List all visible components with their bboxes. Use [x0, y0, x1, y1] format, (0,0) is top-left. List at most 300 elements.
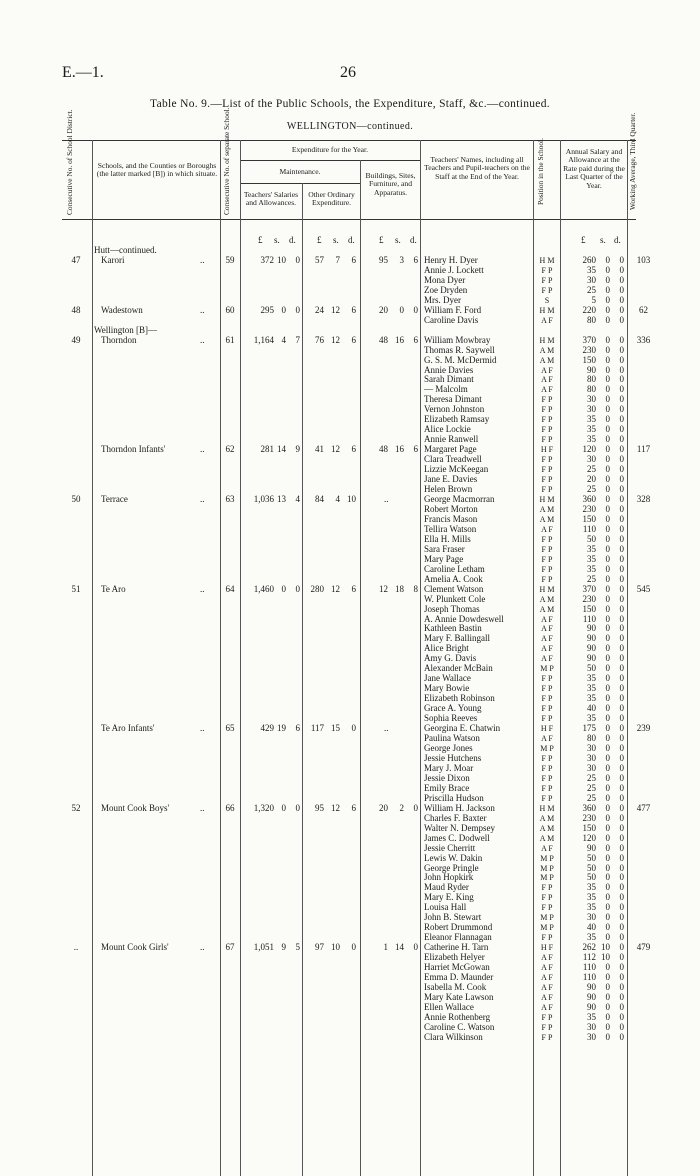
teacher-position: F P [541, 455, 553, 465]
buildings-shillings: 16 [395, 334, 404, 345]
salary-pounds: 50 [587, 862, 596, 873]
salary-pounds: 30 [587, 404, 596, 415]
teacher-name: Grace A. Young [424, 703, 482, 714]
salary-shillings: 0 [605, 892, 610, 903]
salary-shillings: 0 [605, 454, 610, 465]
teacher-position: F P [541, 674, 553, 684]
teacher-position: A M [539, 813, 555, 823]
salary-pence: 0 [619, 344, 624, 355]
teacher-position: F P [541, 544, 553, 554]
teacher-position: F P [541, 783, 553, 793]
salary-pence: 0 [619, 932, 624, 943]
salary-shillings: 0 [605, 683, 610, 694]
school-number: 61 [225, 334, 235, 345]
salary-shillings: 0 [605, 713, 610, 724]
working-average: 328 [636, 494, 651, 504]
salary-pence: 0 [619, 772, 624, 783]
teacher-name: Walter N. Dempsey [424, 822, 496, 833]
teacher-position: F P [541, 435, 553, 445]
teacher-name: Mary Kate Lawson [424, 992, 494, 1002]
salary-pence: 0 [619, 653, 624, 664]
teacher-name: George Macmorran [424, 494, 495, 504]
teacher-name: Robert Drummond [424, 922, 493, 933]
salaries-pence: 5 [295, 942, 300, 953]
district-number: .. [73, 942, 79, 953]
school-number: 60 [225, 304, 235, 315]
teacher-name: Emma D. Maunder [424, 972, 494, 983]
teacher-name: Mary Bowie [424, 683, 470, 694]
teacher-name: Tellira Watson [424, 523, 477, 534]
salary-pounds: 25 [587, 484, 596, 495]
buildings-nil: .. [384, 495, 389, 504]
salary-pence: 0 [619, 513, 624, 524]
school-name: Thorndon Infants' [101, 444, 166, 455]
salaries-pounds: 1,036 [253, 494, 274, 504]
teacher-name: George Jones [424, 743, 473, 753]
salary-shillings: 0 [605, 922, 610, 933]
teacher-name: Amelia A. Cook [424, 573, 483, 584]
salary-shillings: 0 [605, 583, 610, 594]
salary-pounds: 260 [582, 254, 596, 265]
teacher-name: Paulina Watson [424, 733, 480, 744]
salaries-unit-pound: £ [258, 235, 263, 245]
salary-pounds: 150 [582, 822, 596, 833]
salary-pounds: 150 [582, 354, 596, 365]
teacher-position: F P [541, 763, 553, 773]
salary-shillings: 0 [605, 553, 610, 564]
other-expenditure-pounds: 41 [315, 444, 324, 455]
school-number: 62 [225, 444, 235, 455]
teacher-name: John B. Stewart [424, 912, 482, 923]
salary-shillings: 0 [605, 693, 610, 704]
teacher-name: G. S. M. McDermid [424, 354, 497, 365]
teacher-position: F P [541, 395, 553, 405]
teacher-position: M P [540, 873, 554, 883]
teacher-name: Lewis W. Dakin [424, 852, 483, 863]
salary-pence: 0 [619, 274, 624, 285]
salary-shillings: 0 [605, 723, 610, 734]
other-expenditure-pounds: 117 [310, 723, 324, 734]
teacher-name: Mona Dyer [424, 274, 466, 285]
salary-pounds: 30 [587, 762, 596, 773]
teacher-name: — Malcolm [424, 384, 468, 395]
teacher-name: Theresa Dimant [424, 394, 482, 405]
salary-pence: 0 [619, 1031, 624, 1042]
salary-pence: 0 [619, 633, 624, 644]
other-expenditure-shillings: 12 [331, 583, 340, 594]
salary-pounds: 35 [587, 892, 596, 903]
teacher-name: Eleanor Flannagan [424, 932, 492, 943]
teacher-position: F P [541, 714, 553, 724]
salary-shillings: 0 [605, 902, 610, 913]
buildings-shillings: 18 [395, 583, 404, 594]
salary-pence: 0 [619, 882, 624, 893]
teacher-position: A F [541, 644, 553, 654]
salary-shillings: 0 [605, 543, 610, 554]
salary-shillings: 0 [605, 743, 610, 753]
salary-pounds: 370 [582, 583, 596, 594]
salary-pounds: 80 [587, 314, 596, 325]
header-average: Working Average, Third Quarter. [628, 112, 637, 210]
salary-shillings: 0 [605, 623, 610, 634]
salary-pence: 0 [619, 762, 624, 773]
salary-pounds: 30 [587, 912, 596, 923]
salary-shillings: 0 [605, 533, 610, 544]
school-leader-dots: .. [200, 943, 205, 953]
buildings-shillings: 2 [399, 802, 404, 813]
teacher-name: Henry H. Dyer [424, 254, 478, 265]
salary-pence: 0 [619, 583, 624, 594]
salary-pounds: 30 [587, 394, 596, 405]
teacher-position: F P [541, 1022, 553, 1032]
salary-pence: 0 [619, 862, 624, 873]
salary-shillings: 0 [605, 673, 610, 684]
teacher-name: Mary Page [424, 553, 464, 564]
salary-shillings: 0 [605, 852, 610, 863]
teacher-name: A. Annie Dowdeswell [424, 613, 504, 624]
teacher-name: Caroline Letham [424, 563, 485, 574]
district-number: 49 [71, 334, 81, 345]
teacher-position: F P [541, 405, 553, 415]
teacher-position: F P [541, 475, 553, 485]
teacher-position: A F [541, 963, 553, 973]
salary-shillings: 0 [605, 563, 610, 574]
teacher-position: F P [541, 485, 553, 495]
salary-pence: 0 [619, 314, 624, 325]
salaries-pence: 7 [295, 334, 300, 345]
salary-pounds: 90 [587, 623, 596, 634]
salary-pence: 0 [619, 404, 624, 415]
salary-shillings: 0 [605, 842, 610, 853]
salary-shillings: 0 [605, 992, 610, 1002]
header-expenditure: Expenditure for the Year. [291, 145, 369, 154]
salary-shillings: 0 [605, 762, 610, 773]
teacher-position: F P [541, 1032, 553, 1042]
other-expenditure-pounds: 57 [315, 254, 324, 265]
teacher-name: Catherine H. Tarn [424, 942, 489, 953]
buildings-pence: 0 [413, 304, 418, 315]
teacher-name: Elizabeth Robinson [424, 693, 495, 704]
teacher-position: F P [541, 883, 553, 893]
other-expenditure-pence: 6 [351, 444, 356, 455]
salary-pounds: 90 [587, 982, 596, 993]
teacher-position: A M [539, 823, 555, 833]
teacher-name: John Hopkirk [424, 872, 474, 883]
salary-pence: 0 [619, 912, 624, 923]
salary-pence: 0 [619, 962, 624, 973]
salary-shillings: 0 [605, 274, 610, 285]
salary-shillings: 0 [605, 982, 610, 993]
salary-pence: 0 [619, 852, 624, 863]
school-name: Karori [101, 254, 125, 265]
salary-pence: 0 [619, 354, 624, 365]
salary-shillings: 0 [605, 613, 610, 624]
district-number: 48 [71, 304, 81, 315]
salary-pence: 0 [619, 563, 624, 574]
buildings-nil: .. [384, 724, 389, 734]
salary-pounds: 80 [587, 733, 596, 744]
teacher-position: F P [541, 933, 553, 943]
salary-pounds: 120 [582, 832, 596, 843]
salaries-shillings: 10 [277, 254, 286, 265]
salary-pence: 0 [619, 264, 624, 275]
teacher-position: A F [541, 634, 553, 644]
district-number: 52 [71, 802, 81, 813]
teacher-name: Francis Mason [424, 513, 478, 524]
other-expenditure-pounds: 280 [310, 583, 324, 594]
teacher-name: Georgina E. Chatwin [424, 723, 501, 734]
teacher-position: H F [540, 724, 554, 734]
salary-pence: 0 [619, 892, 624, 903]
teacher-name: Mary F. Ballingall [424, 633, 491, 644]
salary-shillings: 0 [605, 703, 610, 714]
teacher-position: M P [540, 913, 554, 923]
other-expenditure-shillings: 15 [331, 723, 340, 734]
other-expenditure-pence: 6 [351, 254, 356, 265]
teacher-name: Jane E. Davies [424, 474, 478, 485]
page-number: 26 [340, 64, 356, 81]
teacher-name: Sarah Dimant [424, 374, 474, 385]
salary-pence: 0 [619, 802, 624, 813]
header-maintenance: Maintenance. [279, 167, 321, 176]
salary-shillings: 0 [605, 603, 610, 614]
salaries-pounds: 281 [260, 444, 274, 455]
salary-pounds: 110 [582, 523, 596, 534]
salary-pounds: 110 [582, 962, 596, 973]
salary-pence: 0 [619, 424, 624, 435]
salary-shillings: 0 [605, 284, 610, 295]
other-expenditure-pounds: 95 [315, 802, 324, 813]
buildings-unit-s: s. [395, 235, 401, 245]
school-leader-dots: .. [200, 335, 205, 345]
salary-pence: 0 [619, 992, 624, 1002]
school-leader-dots: .. [200, 724, 205, 734]
teacher-position: A M [539, 355, 555, 365]
salary-pence: 0 [619, 384, 624, 395]
salary-pence: 0 [619, 703, 624, 714]
salary-pence: 0 [619, 523, 624, 534]
working-average: 239 [636, 723, 651, 734]
salary-pounds: 25 [587, 284, 596, 295]
teacher-position: F P [541, 684, 553, 694]
salaries-pounds: 1,460 [253, 583, 274, 594]
teacher-position: H M [539, 255, 555, 265]
salary-shillings: 0 [605, 962, 610, 973]
salaries-pounds: 429 [260, 723, 274, 734]
school-leader-dots: .. [200, 495, 205, 504]
teacher-name: Charles F. Baxter [424, 812, 487, 823]
salary-pence: 0 [619, 663, 624, 674]
working-average: 479 [636, 942, 651, 953]
school-name: Te Aro [101, 583, 126, 594]
teacher-name: Annie J. Lockett [424, 264, 484, 275]
teacher-name: Mary J. Moar [424, 762, 474, 773]
other-expenditure-pence: 6 [351, 334, 356, 345]
school-leader-dots: .. [200, 445, 205, 455]
salary-pence: 0 [619, 713, 624, 724]
teacher-position: F P [541, 753, 553, 763]
salary-shillings: 0 [605, 344, 610, 355]
other-expenditure-shillings: 4 [335, 494, 340, 504]
teacher-position: A F [541, 375, 553, 385]
salaries-pence: 0 [295, 254, 300, 265]
teacher-name: W. Plunkett Cole [424, 593, 486, 604]
salary-shillings: 0 [605, 772, 610, 783]
salary-shillings: 0 [605, 643, 610, 654]
teacher-name: Priscilla Hudson [424, 792, 484, 803]
salary-shillings: 0 [605, 394, 610, 405]
salary-shillings: 0 [605, 294, 610, 305]
salary-shillings: 0 [605, 802, 610, 813]
buildings-pounds: 48 [379, 334, 388, 345]
salaries-shillings: 0 [281, 304, 286, 315]
teacher-name: Annie Davies [424, 364, 474, 375]
salary-shillings: 0 [605, 414, 610, 425]
buildings-unit-d: d. [410, 235, 417, 245]
other-expenditure-shillings: 12 [331, 802, 340, 813]
salary-pence: 0 [619, 752, 624, 763]
salary-pounds: 35 [587, 424, 596, 435]
teacher-name: Ellen Wallace [424, 1001, 474, 1012]
salary-shillings: 0 [605, 882, 610, 893]
buildings-shillings: 0 [399, 304, 404, 315]
salaries-pence: 9 [295, 444, 300, 455]
working-average: 103 [636, 254, 651, 265]
other-expenditure-shillings: 12 [331, 444, 340, 455]
teacher-name: Robert Morton [424, 503, 478, 514]
school-leader-dots: .. [200, 305, 205, 315]
teacher-position: F P [541, 275, 553, 285]
buildings-pounds: 48 [379, 444, 388, 455]
salary-pounds: 112 [582, 952, 596, 963]
buildings-pounds: 20 [379, 304, 388, 315]
salary-shillings: 0 [605, 782, 610, 793]
salaries-pence: 6 [295, 723, 300, 734]
salary-shillings: 0 [605, 822, 610, 833]
salary-pence: 0 [619, 623, 624, 634]
teacher-position: F P [541, 265, 553, 275]
teacher-position: F P [541, 574, 553, 584]
salaries-unit-d: d. [289, 235, 296, 245]
teacher-name: Thomas R. Saywell [424, 344, 495, 355]
salaries-shillings: 19 [277, 723, 286, 734]
salary-pounds: 35 [587, 932, 596, 943]
header-other: Other Ordinary Expenditure. [308, 190, 355, 208]
teacher-position: A F [541, 614, 553, 624]
teacher-position: M P [540, 853, 554, 863]
other-expenditure-pounds: 76 [315, 334, 324, 345]
salary-pounds: 90 [587, 643, 596, 654]
salary-shillings: 0 [605, 364, 610, 375]
annual-unit-d: d. [614, 235, 621, 245]
salary-pounds: 360 [582, 494, 596, 504]
salaries-shillings: 0 [281, 583, 286, 594]
salary-pounds: 40 [587, 703, 596, 714]
salary-shillings: 0 [605, 593, 610, 604]
working-average: 117 [636, 444, 651, 455]
salary-pounds: 30 [587, 274, 596, 285]
salary-pounds: 35 [587, 414, 596, 425]
school-name: Thorndon [101, 334, 137, 345]
teacher-name: Jessie Hutchens [424, 752, 482, 763]
salary-shillings: 0 [605, 513, 610, 524]
salary-shillings: 0 [605, 573, 610, 584]
salaries-pence: 0 [295, 802, 300, 813]
teacher-position: F P [541, 793, 553, 803]
school-number: 59 [225, 254, 235, 265]
teacher-position: A F [541, 734, 553, 744]
salary-pence: 0 [619, 693, 624, 704]
salary-pounds: 230 [582, 344, 596, 355]
school-leader-dots: .. [200, 803, 205, 813]
salary-pence: 0 [619, 304, 624, 315]
teacher-name: William Mowbray [424, 334, 491, 345]
salary-shillings: 0 [605, 384, 610, 395]
salary-pence: 0 [619, 643, 624, 654]
teacher-name: Ella H. Mills [424, 533, 471, 544]
salary-shillings: 0 [605, 1031, 610, 1042]
salaries-pence: 0 [295, 583, 300, 594]
salary-pence: 0 [619, 543, 624, 554]
teacher-position: S [544, 295, 550, 305]
teacher-name: Kathleen Bastin [424, 623, 482, 634]
header-annual: Annual Salary and Allowance at the Rate paid during the Last Quarter of the Year. [563, 147, 625, 190]
teacher-position: H M [539, 335, 555, 345]
salary-pence: 0 [619, 1021, 624, 1032]
salary-shillings: 0 [605, 474, 610, 485]
table-caption: Table No. 9.—List of the Public Schools, the Expenditure, Staff, &c.—continued. [150, 98, 550, 110]
salary-pence: 0 [619, 294, 624, 305]
salary-pounds: 35 [587, 1011, 596, 1022]
salary-pence: 0 [619, 922, 624, 933]
school-leader-dots: .. [200, 584, 205, 594]
school-name: Te Aro Infants' [101, 723, 155, 734]
salaries-unit-s: s. [274, 235, 280, 245]
salary-pounds: 25 [587, 464, 596, 475]
salary-shillings: 0 [605, 254, 610, 265]
buildings-pounds: 1 [383, 942, 388, 953]
teacher-position: H F [540, 943, 554, 953]
salaries-pounds: 1,051 [253, 942, 274, 953]
salary-shillings: 0 [605, 832, 610, 843]
header-salaries: Teachers' Salaries and Allowances. [243, 190, 299, 208]
salary-shillings: 0 [605, 264, 610, 275]
buildings-pence: 6 [413, 444, 418, 455]
salary-pence: 0 [619, 573, 624, 584]
salary-pence: 0 [619, 464, 624, 475]
salary-pounds: 370 [582, 334, 596, 345]
school-number: 64 [225, 583, 235, 594]
teacher-name: Isabella M. Cook [424, 982, 487, 993]
salary-shillings: 0 [605, 1021, 610, 1032]
salary-pounds: 230 [582, 812, 596, 823]
teacher-name: Jessie Dixon [424, 772, 470, 783]
teacher-name: Alice Bright [424, 643, 469, 654]
annual-unit-pound: £ [581, 235, 586, 245]
salary-pounds: 30 [587, 743, 596, 753]
salary-pounds: 35 [587, 264, 596, 275]
salary-shillings: 0 [605, 1001, 610, 1012]
salary-pence: 0 [619, 782, 624, 793]
salary-pence: 0 [619, 733, 624, 744]
salary-shillings: 0 [605, 523, 610, 534]
teacher-position: A F [541, 654, 553, 664]
salary-pounds: 110 [582, 613, 596, 624]
salary-shillings: 0 [605, 812, 610, 823]
teacher-position: A M [539, 604, 555, 614]
teacher-name: Margaret Page [424, 444, 477, 455]
salary-pence: 0 [619, 972, 624, 983]
